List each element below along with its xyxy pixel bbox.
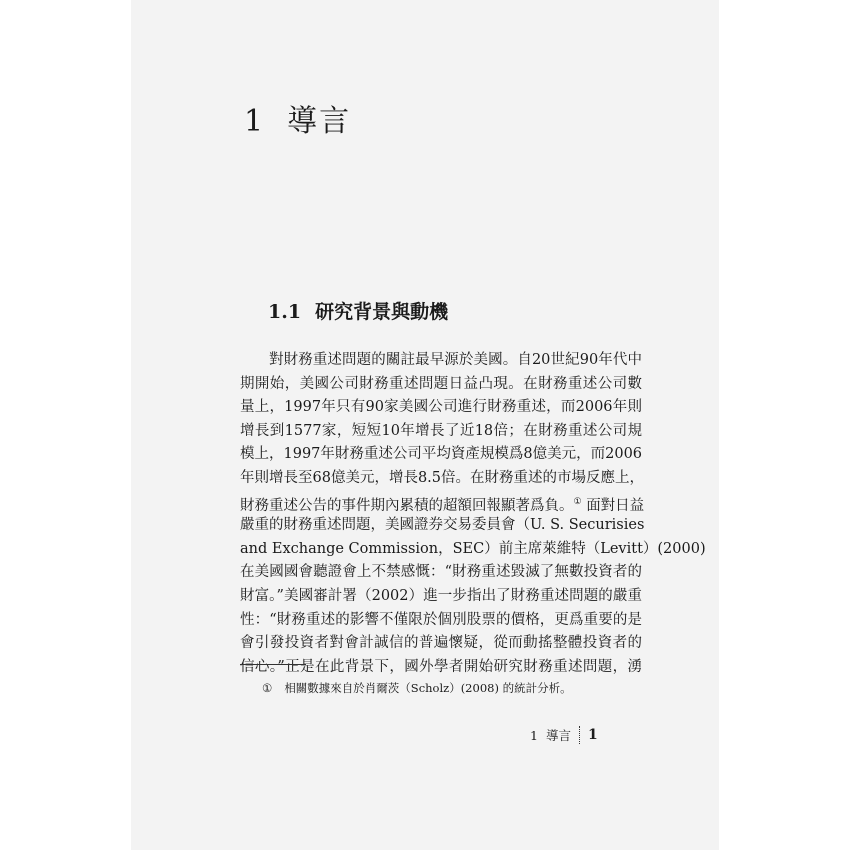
running-footer [530,726,598,744]
body-line: and Exchange Commission，SEC）前主席萊維特（Levitt）(2000) [240,540,706,557]
footnote-mark: ① [262,681,273,695]
body-line-tail: 面對日益 [586,497,645,514]
footer-chapter-title: 導言 [545,728,571,743]
body-line: 增長到1577家，短短10年增長了近18倍；在財務重述公司規 [240,422,642,439]
footnote [262,680,572,696]
body-line: 性：“財務重述的影響不僅限於個別股票的價格，更爲重要的是 [240,611,642,628]
body-line: 會引發投資者對會計誠信的普遍懷疑，從而動搖整體投資者的 [240,635,642,652]
section-number: 1.1 [268,301,302,323]
footnote-reference[interactable]: ① [573,496,582,507]
section-title [268,297,448,324]
body-line: 期開始，美國公司財務重述問題日益凸現。在財務重述公司數 [240,375,642,392]
page-number: 1 [587,727,598,743]
chapter-title-text: 導言 [287,104,352,139]
footnote-divider [240,664,306,665]
chapter-title [244,96,351,140]
chapter-number: 1 [244,104,266,139]
body-line: 對財務重述問題的關註最早源於美國。自20世紀90年代中 [269,352,642,368]
section-title-text: 研究背景與動機 [315,301,449,323]
footnote-text: 相關數據來自於肖爾茨（Scholz）(2008) 的統計分析。 [284,681,572,695]
body-line: 模上，1997年財務重述公司平均資產規模爲8億美元，而2006 [240,446,643,463]
body-line: 信心。”正是在此背景下，國外學者開始研究財務重述問題，湧 [240,658,642,675]
body-line: 財富。”美國審計署（2002）進一步指出了財務重述問題的嚴重 [240,587,642,604]
body-line-text: 財務重述公告的事件期內累積的超額回報顯著爲負。 [240,497,574,514]
footer-divider [579,726,580,744]
body-line: 嚴重的財務重述問題，美國證券交易委員會（U. S. Securisies [240,517,645,534]
body-line: 量上，1997年只有90家美國公司進行財務重述，而2006年則 [240,399,642,416]
body-line-with-footnote [240,491,645,515]
body-line: 在美國國會聽證會上不禁感慨：“財務重述毀滅了無數投資者的 [240,564,642,581]
footer-chapter-number: 1 [530,727,538,743]
body-paragraph [240,349,706,679]
body-line: 年則增長至68億美元，增長8.5倍。在財務重述的市場反應上， [240,469,645,486]
